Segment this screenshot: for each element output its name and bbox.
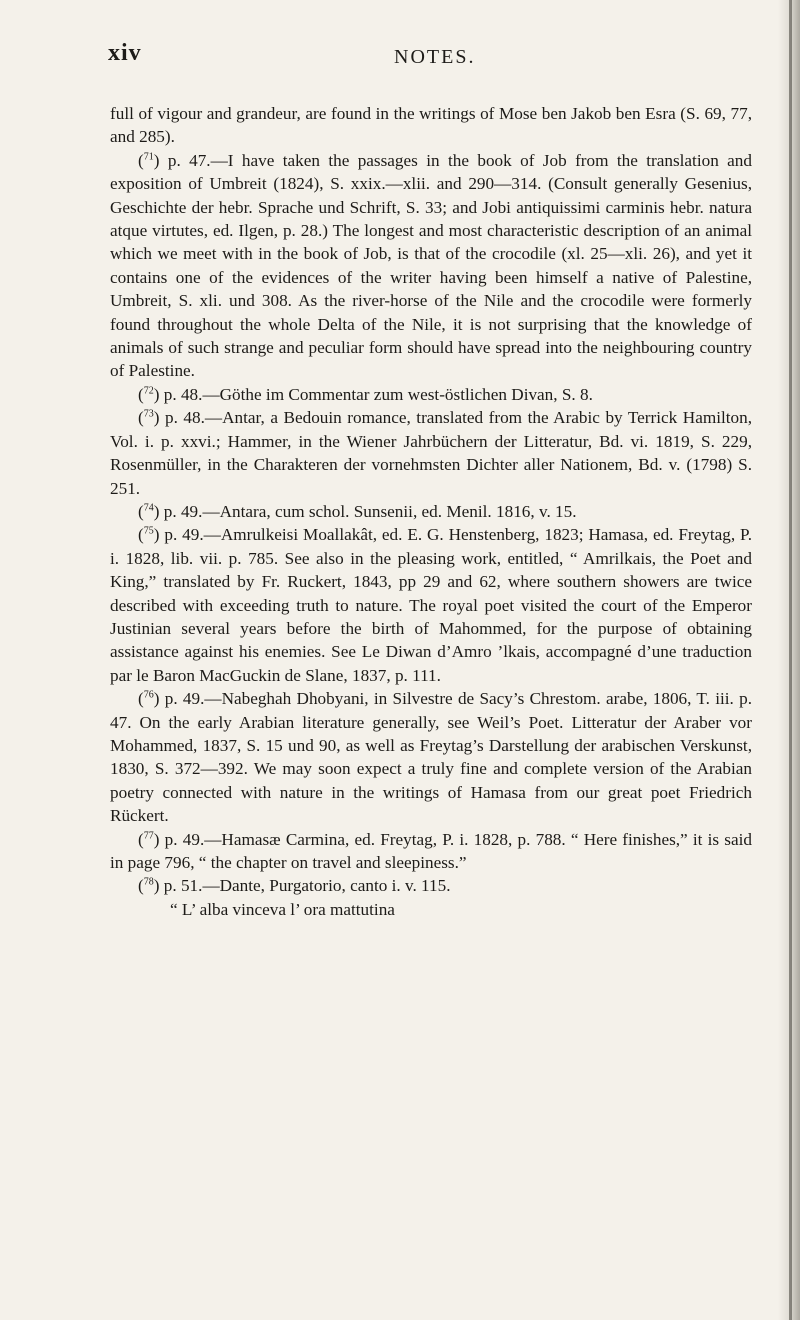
footnote-number: 72 (143, 385, 154, 397)
footnote: ($^{77}$) p. 49.—Hamasæ Carmina, ed. Freytag, P. i. 1828, p. 788. “ Here finishes,” it is said in page 796, “ the chapter on travel and sleepiness.” (110, 829, 752, 872)
paragraph-text: full of vigour and grandeur, are found in the writings of Mose ben Jakob ben Esra (S. 69, 77, and 285). (110, 104, 752, 147)
footnote: ($^{74}$) p. 49.—Antara, cum schol. Sunsenii, ed. Menil. 1816, v. 15. (138, 501, 577, 521)
footnote-text: p. 48.—Antar, a Bedouin romance, translated from the Arabic by Terrick Hamilton, Vol. i. p. xxvi.; Hammer, in the Wiener Jahrbüchern der Litteratur, Bd. vi. 1819, S. 229, Rosenmüller, in the Charakteren der vornehmsten Dichter aller Nationem, Bd. v. (1798) S. 251. (110, 408, 752, 498)
footnote-number: 76 (143, 689, 154, 701)
page-number: xiv (108, 40, 142, 66)
footnote-text: p. 49.—Antara, cum schol. Sunsenii, ed. Menil. 1816, v. 15. (159, 501, 577, 521)
footnote-number: 77 (143, 829, 154, 841)
page-edge-line (789, 0, 792, 1320)
footnote-number: 73 (143, 408, 154, 420)
footnote-number: 75 (143, 525, 154, 537)
notes-body (110, 102, 752, 921)
footnote-number: 74 (143, 502, 154, 514)
quotation-text: “ L’ alba vinceva l’ ora mattutina (170, 899, 395, 919)
footnote-text: p. 48.—Göthe im Commentar zum west-östlichen Divan, S. 8. (159, 384, 593, 404)
paragraph (110, 102, 752, 149)
footnote: ($^{75}$) p. 49.—Amrulkeisi Moallakât, ed. E. G. Henstenberg, 1823; Hamasa, ed. Freytag, P. i. 1828, lib. vii. p. 785. See also in the pleasing work, entitled, “ Amrilkais, the Poet and King,” translated by Fr. Ruckert, 1843, pp 29 and 62, where southern showers are twice described with exceeding truth to nature. The royal poet visited the court of the Emperor Justinian several years before the birth of Mahommed, for the purpose of obtaining assistance against his enemies. See Le Diwan d’Amro ’lkais, accompagné d’une traduction par le Baron MacGuckin de Slane, 1837, p. 111. (110, 525, 752, 685)
page-header (108, 40, 708, 80)
footnote-text: p. 49.—Nabeghah Dhobyani, in Silvestre de Sacy’s Chrestom. arabe, 1806, T. iii. p. 47. On the early Arabian literature generally, see Weil’s Poet. Litteratur der Araber vor Mohammed, 1837, S. 15 und 90, as well as Freytag’s Darstellung der arabischen Verskunst, 1830, S. 372—392. We may soon expect a truly fine and complete version of the Arabian poetry connected with nature in the writings of Hamasa from our great poet Friedrich Rückert. (110, 689, 752, 826)
footnote-text: p. 51.—Dante, Purgatorio, canto i. v. 115. (159, 876, 451, 896)
footnote: ($^{71}$) p. 47.—I have taken the passages in the book of Job from the translation and exposition of Umbreit (1824), S. xxix.—xlii. and 290—314. (Consult generally Gesenius, Geschichte der hebr. Sprache und Schrift, S. 33; and Jobi antiquissimi carminis hebr. natura atque virtutes, ed. Ilgen, p. 28.) The longest and most characteristic description of an animal which we meet with in the book of Job, is that of the crocodile (xl. 25—xli. 26), and yet it contains one of the evidences of the writer having been himself a native of Palestine, Umbreit, S. xli. und 308. As the river-horse of the Nile and the crocodile were formerly found throughout the whole Delta of the Nile, it is not surprising that the knowledge of animals of such strange and peculiar form should have spread into the neighbouring country of Palestine. (110, 150, 752, 381)
footnote: ($^{72}$) p. 48.—Göthe im Commentar zum west-östlichen Divan, S. 8. (138, 384, 593, 404)
footnote-text: p. 49.—Hamasæ Carmina, ed. Freytag, P. i. 1828, p. 788. “ Here finishes,” it is said in page 796, “ the chapter on travel and sleepiness.” (110, 829, 752, 872)
footnote-number: 71 (143, 151, 154, 163)
footnote-number: 78 (143, 876, 154, 888)
footnote-text: p. 49.—Amrulkeisi Moallakât, ed. E. G. Henstenberg, 1823; Hamasa, ed. Freytag, P. i. 1828, lib. vii. p. 785. See also in the pleasing work, entitled, “ Amrilkais, the Poet and King,” translated by Fr. Ruckert, 1843, pp 29 and 62, where southern showers are twice described with exceeding truth to nature. The royal poet visited the court of the Emperor Justinian several years before the birth of Mahommed, for the purpose of obtaining assistance against his enemies. See Le Diwan d’Amro ’lkais, accompagné d’une traduction par le Baron MacGuckin de Slane, 1837, p. 111. (110, 525, 752, 685)
quotation-line (110, 898, 752, 921)
footnote: ($^{78}$) p. 51.—Dante, Purgatorio, canto i. v. 115. (138, 876, 451, 896)
running-head: NOTES. (394, 46, 476, 68)
footnote-text: p. 47.—I have taken the passages in the book of Job from the translation and exposition of Umbreit (1824), S. xxix.—xlii. and 290—314. (Consult generally Gesenius, Geschichte der hebr. Sprache und Schrift, S. 33; and Jobi antiquissimi carminis hebr. natura atque virtutes, ed. Ilgen, p. 28.) The longest and most characteristic description of an animal which we meet with in the book of Job, is that of the crocodile (xl. 25—xli. 26), and yet it contains one of the evidences of the writer having been himself a native of Palestine, Umbreit, S. xli. und 308. As the river-horse of the Nile and the crocodile were formerly found throughout the whole Delta of the Nile, it is not surprising that the knowledge of animals of such strange and peculiar form should have spread into the neighbouring country of Palestine. (110, 150, 752, 381)
footnote: ($^{73}$) p. 48.—Antar, a Bedouin romance, translated from the Arabic by Terrick Hamilton, Vol. i. p. xxvi.; Hammer, in the Wiener Jahrbüchern der Litteratur, Bd. vi. 1819, S. 229, Rosenmüller, in the Charakteren der vornehmsten Dichter aller Nationem, Bd. v. (1798) S. 251. (110, 408, 752, 498)
footnote: ($^{76}$) p. 49.—Nabeghah Dhobyani, in Silvestre de Sacy’s Chrestom. arabe, 1806, T. iii. p. 47. On the early Arabian literature generally, see Weil’s Poet. Litteratur der Araber vor Mohammed, 1837, S. 15 und 90, as well as Freytag’s Darstellung der arabischen Verskunst, 1830, S. 372—392. We may soon expect a truly fine and complete version of the Arabian poetry connected with nature in the writings of Hamasa from our great poet Friedrich Rückert. (110, 689, 752, 826)
